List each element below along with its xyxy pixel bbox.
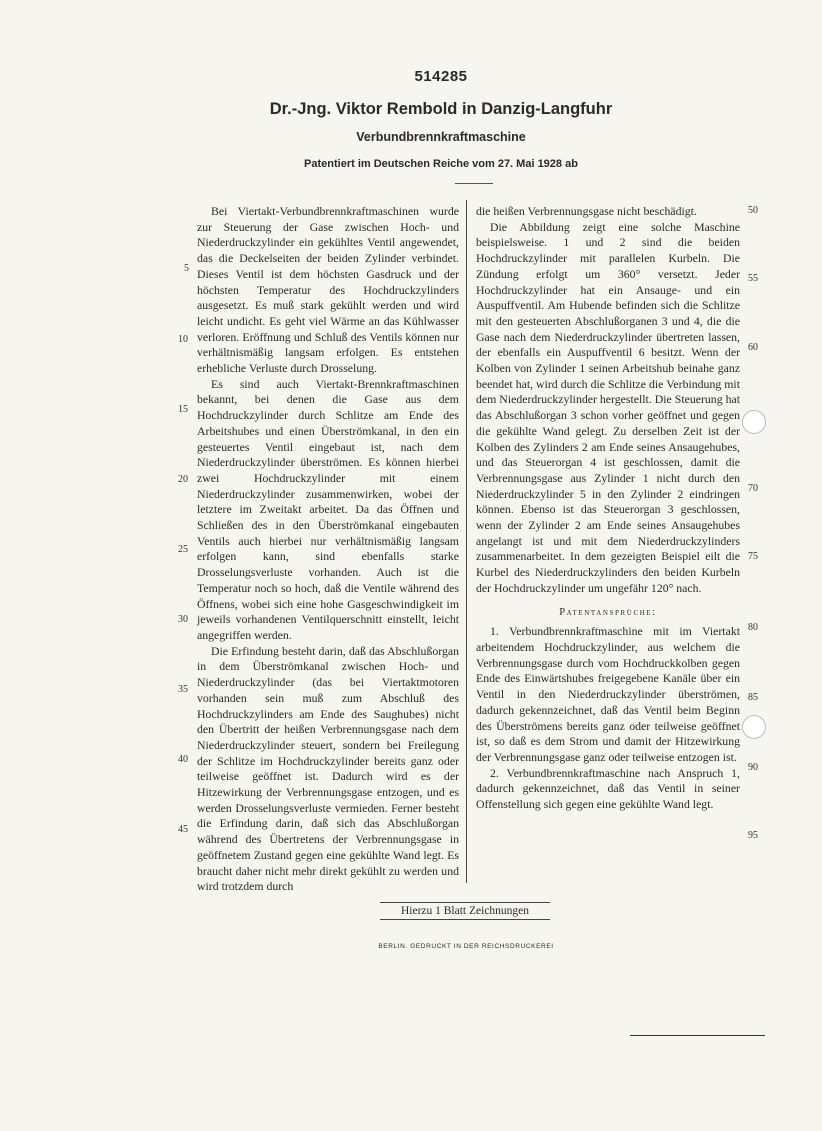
line-number: 45 bbox=[178, 824, 188, 835]
line-number: 40 bbox=[178, 754, 188, 765]
line-number: 35 bbox=[178, 684, 188, 695]
paragraph: Die Abbildung zeigt eine solche Maschine beispielsweise. 1 und 2 sind die beiden Hochdruckzylinder mit parallelen Kurbeln. Die Zündung erfolgt um 360° versetzt. Jeder Hochdruckzylinder hat ein Ansauge- und ein Auspuffventil. Am Hubende befinden sich die Schlitze mit den gesteuerten Abschlußorganen 3 und 4, die die Gase nach dem Niederdruckzylinder übertreten lassen, der ebenfalls ein Auspuffventil 6 besitzt. Wenn der Kolben von Zylinder 1 seinen Arbeitshub beinahe ganz beendet hat, wird durch die Schlitze die Verbindung mit dem Niederdruckzylinder hergestellt. Die Steuerung hat das Abschlußorgan 3 schon vorher geöffnet und gegen die gekühlte Wand gelegt. Zu derselben Zeit ist der Kolben des Zylinders 2 am Ende seines Ansaugehubes, und das Steuerorgan 4 ist geschlossen, damit die Verbrennungsgase aus Zylinder 1 nicht durch den Niederdruckzylinder 5 in den Zylinder 2 eindringen können. Ebenso ist das Steuerorgan 3 geschlossen, wenn der Zylinder 2 am Ende seines Ansaugehubes angelangt ist und mit dem Niederdruckzylinders zusammenarbeitet. In dem gezeigten Beispiel eilt die Kurbel des Niederdruckzylinders den beiden Kurbeln der Hochdruckzylinder um ungefähr 120° nach. bbox=[476, 219, 740, 595]
author-line: Dr.-Jng. Viktor Rembold in Danzig-Langfuhr bbox=[269, 100, 613, 118]
printer-imprint: BERLIN. GEDRUCKT IN DER REICHSDRUCKEREI bbox=[378, 943, 554, 950]
patent-number: 514285 bbox=[414, 68, 468, 85]
punch-hole-icon bbox=[742, 715, 766, 739]
grant-date-line: Patentiert im Deutschen Reiche vom 27. Mai 1928 ab bbox=[304, 158, 578, 170]
paragraph: Bei Viertakt-Verbundbrennkraftmaschinen wurde zur Steuerung der Gase zwischen Hoch- und Niederdruckzylinder ein gekühltes Ventil angewendet, das die Deckelseiten der beiden Zylinder verbindet. Dieses Ventil ist dem höchsten Gasdruck und der höchsten Temperatur des Hochdruckzylinders ausgesetzt. Es muß stark gekühlt werden und wird leicht undicht. Es geht viel Wärme an das Kühlwasser verloren. Eröffnung und Schluß des Ventils können nur verhältnismäßig langsam erfolgen. Es entstehen erhebliche Verluste durch Drosselung. bbox=[197, 204, 459, 376]
line-number: 25 bbox=[178, 544, 188, 555]
claims-heading: Patentansprüche: bbox=[559, 606, 657, 618]
line-number: 30 bbox=[178, 614, 188, 625]
paragraph: Es sind auch Viertakt-Brennkraftmaschinen bekannt, bei denen die Gase aus dem Hochdruckzylinder durch Schlitze am Ende des Arbeitshubes und einen Überströmkanal, in den ein gesteuertes Ventil eingebaut ist, nach dem Niederdruckzylinder überströmen. Es können hierbei zwei Hochdruckzylinder mit einem Niederdruckzylinder zusammenwirken, wobei der letztere im Zweitakt arbeitet. Da das Öffnen und Schließen des in den Überströmkanal eingebauten Ventils auch hierbei nur verhältnismäßig langsam erfolgen kann, sind ebenfalls starke Drosselungsverluste vorhanden. Auch ist die Temperatur noch so hoch, daß die Ventile während des Öffnens, wobei sich eine hohe Gasgeschwindigkeit im jeweils vorhandenen Ventilquerschnitt einstellt, leicht angegriffen werden. bbox=[197, 376, 459, 642]
line-number: 15 bbox=[178, 404, 188, 415]
claim-item: 1. Verbundbrennkraftmaschine mit im Viertakt arbeitendem Hochdruckzylinder, aus welchem die Verbrennungsgase durch vom Hochdruckkolben gegen Ende des Einwärtshubes freigegebene Kanäle über ein Ventil in den Niederdruckzylinder überströmen, dadurch gekennzeichnet, daß das Ventil beim Beginn des Überströmens bereits ganz oder teilweise geöffnet ist, so daß es dem Strom und damit der Hitzewirkung der Verbrennungsgase ganz oder teilweise entzogen ist. bbox=[476, 624, 740, 764]
line-number: 70 bbox=[748, 483, 758, 494]
claim-item: 2. Verbundbrennkraftmaschine nach Anspruch 1, dadurch gekennzeichnet, daß das Ventil in seiner Offenstellung sich gegen eine gekühlte Wand legt. bbox=[476, 765, 740, 812]
left-column bbox=[197, 204, 459, 895]
line-number: 55 bbox=[748, 273, 758, 284]
column-divider bbox=[466, 200, 467, 883]
line-number: 20 bbox=[178, 474, 188, 485]
line-number: 10 bbox=[178, 334, 188, 345]
right-column bbox=[476, 204, 740, 813]
line-number: 85 bbox=[748, 692, 758, 703]
line-number: 90 bbox=[748, 762, 758, 773]
drawings-note: Hierzu 1 Blatt Zeichnungen bbox=[380, 902, 550, 920]
paragraph: die heißen Verbrennungsgase nicht beschädigt. bbox=[476, 204, 697, 218]
paragraph: Die Erfindung besteht darin, daß das Abschlußorgan in dem Überströmkanal zwischen Hoch- und Niederdruckzylinder (das bei Viertaktmotoren vorhanden sein muß zum Abschluß des Hochdruckzylinders am Ende des Saughubes) nicht den Übertritt der heißen Verbrennungsgase nach dem Niederdruckzylinder steuert, sondern bei Freilegung der Schlitze im Hochdruckzylinder bereits ganz oder teilweise geöffnet ist. Dadurch wird es der Hitzewirkung der Verbrennungsgase entzogen, und es werden Drosselungsverluste vermieden. Ferner besteht die Erfindung darin, daß sich das Abschlußorgan während des Übertretens der Verbrennungsgase in geöffnetem Zustand gegen eine gekühlte Wand legt. Es braucht daher nicht mehr direkt gekühlt zu werden und wird trotzdem durch bbox=[197, 643, 459, 894]
bottom-rule bbox=[630, 1035, 765, 1036]
header-rule bbox=[455, 183, 493, 184]
line-number: 95 bbox=[748, 830, 758, 841]
line-number: 50 bbox=[748, 205, 758, 216]
line-number: 75 bbox=[748, 551, 758, 562]
document-title: Verbundbrennkraftmaschine bbox=[356, 130, 526, 144]
punch-hole-icon bbox=[742, 410, 766, 434]
line-number: 5 bbox=[184, 263, 189, 274]
line-number: 80 bbox=[748, 622, 758, 633]
line-number: 60 bbox=[748, 342, 758, 353]
